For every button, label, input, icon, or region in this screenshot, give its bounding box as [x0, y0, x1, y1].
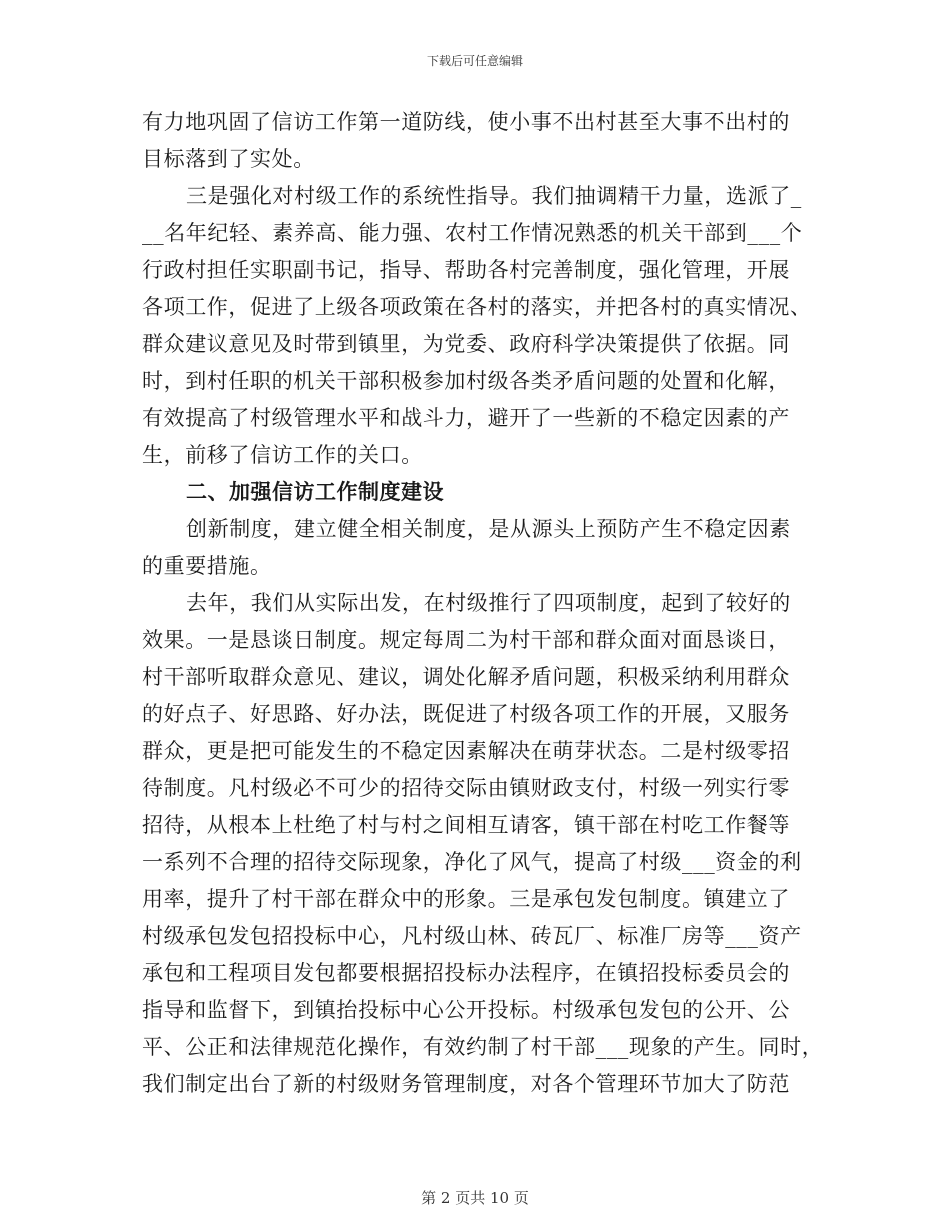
body-text — [142, 104, 824, 1103]
text-line: 各项工作，促进了上级各项政策在各村的落实，并把各村的真实情况、 — [142, 295, 812, 319]
section-heading: 二、加强信访工作制度建设 — [186, 480, 444, 504]
text-line: 平、公正和法律规范化操作，有效约制了村干部___现象的产生。同时， — [142, 1035, 824, 1059]
text-line: 三是强化对村级工作的系统性指导。我们抽调精干力量，选派了_ — [186, 184, 802, 208]
text-line: 招待，从根本上杜绝了村与村之间相互请客，镇干部在村吃工作餐等 — [142, 813, 790, 837]
text-line: 去年，我们从实际出发，在村级推行了四项制度，起到了较好的 — [186, 591, 791, 615]
page-footer: 第 2 页共 10 页 — [421, 1189, 529, 1207]
text-line: 村干部听取群众意见、建议，调处化解矛盾问题，积极采纳利用群众 — [142, 665, 790, 689]
page-header: 下载后可任意编辑 — [426, 54, 523, 68]
text-line: 创新制度，建立健全相关制度，是从源头上预防产生不稳定因素 — [186, 517, 791, 541]
text-line: 时，到村任职的机关干部积极参加村级各类矛盾问题的处置和化解， — [142, 369, 790, 393]
text-line: 有效提高了村级管理水平和战斗力，避开了一些新的不稳定因素的产 — [142, 406, 790, 430]
text-line: 承包和工程项目发包都要根据招投标办法程序，在镇招投标委员会的 — [142, 961, 790, 985]
text-line: 效果。一是恳谈日制度。规定每周二为村干部和群众面对面恳谈日， — [142, 628, 790, 652]
text-line: 村级承包发包招投标中心，凡村级山林、砖瓦厂、标准厂房等___资产 — [142, 924, 802, 948]
text-line: 群众，更是把可能发生的不稳定因素解决在萌芽状态。二是村级零招 — [142, 739, 790, 763]
text-line: 有力地巩固了信访工作第一道防线，使小事不出村甚至大事不出村的 — [142, 110, 790, 134]
text-line: 行政村担任实职副书记，指导、帮助各村完善制度，强化管理，开展 — [142, 258, 790, 282]
text-line: 用率，提升了村干部在群众中的形象。三是承包发包制度。镇建立了 — [142, 887, 790, 911]
text-line: 的好点子、好思路、好办法，既促进了村级各项工作的开展，又服务 — [142, 702, 790, 726]
text-line: 我们制定出台了新的村级财务管理制度，对各个管理环节加大了防范 — [142, 1072, 790, 1096]
text-line: 的重要措施。 — [142, 554, 272, 578]
text-line: 待制度。凡村级必不可少的招待交际由镇财政支付，村级一列实行零 — [142, 776, 790, 800]
text-line: 指导和监督下，到镇抬投标中心公开投标。村级承包发包的公开、公 — [142, 998, 790, 1022]
text-line: 生，前移了信访工作的关口。 — [142, 443, 423, 467]
text-line: 群众建议意见及时带到镇里，为党委、政府科学决策提供了依据。同 — [142, 332, 790, 356]
text-line: 目标落到了实处。 — [142, 147, 315, 171]
text-line: 一系列不合理的招待交际现象，净化了风气，提高了村级___资金的利 — [142, 850, 802, 874]
text-line: __名年纪轻、素养高、能力强、农村工作情况熟悉的机关干部到___个 — [142, 221, 803, 245]
